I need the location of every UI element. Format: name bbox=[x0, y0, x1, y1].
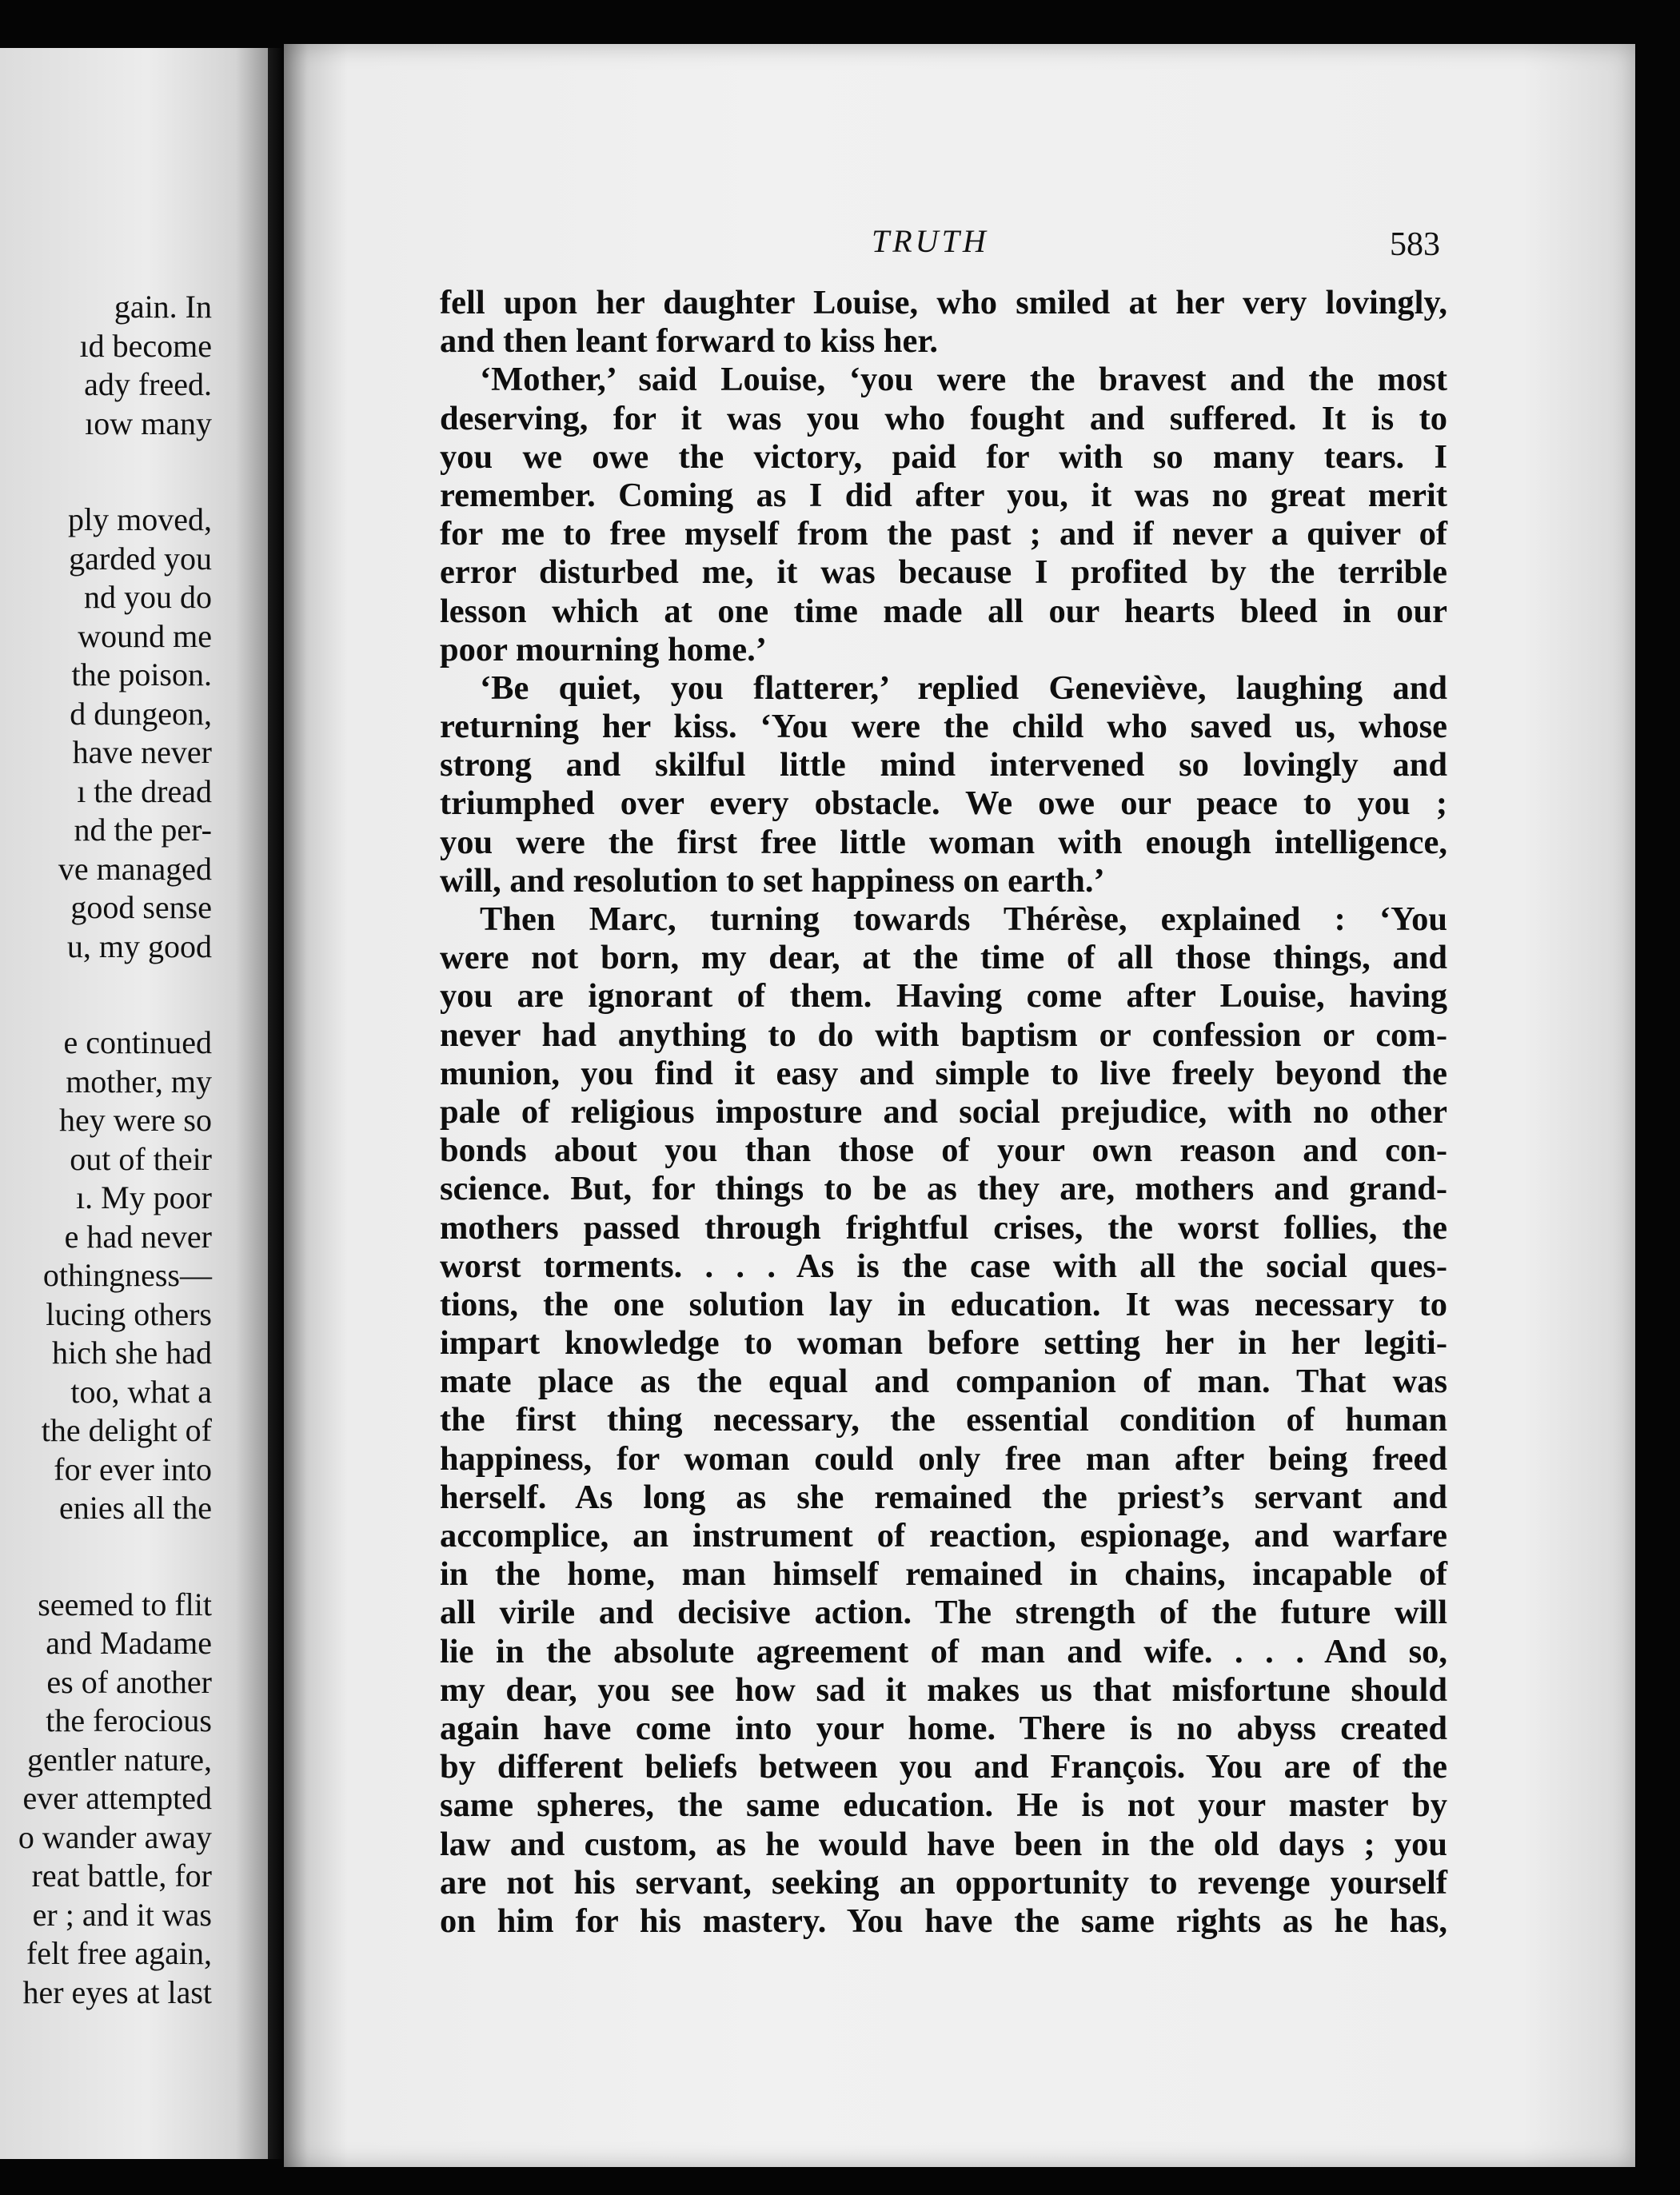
body-line: ‘Be quiet, you flatterer,’ replied Geneviève, laughing and bbox=[480, 668, 1447, 707]
body-line: impart knowledge to woman before setting her in her legiti- bbox=[440, 1324, 1447, 1363]
body-line: mothers passed through frightful crises, the worst follies, the bbox=[440, 1208, 1447, 1247]
body-line: returning her kiss. ‘You were the child who saved us, whose bbox=[440, 708, 1447, 746]
facing-page-line: enies all the bbox=[58, 1490, 212, 1526]
facing-page-line: es of another bbox=[46, 1663, 212, 1700]
body-line: deserving, for it was you who fought and suffered. It is to bbox=[440, 399, 1447, 437]
body-line: the first thing necessary, the essential condition of human bbox=[440, 1401, 1447, 1439]
facing-page-line: e continued bbox=[63, 1024, 212, 1060]
body-line: on him for his mastery. You have the same rights as he has, bbox=[440, 1902, 1447, 1940]
page-number: 583 bbox=[1390, 226, 1440, 263]
facing-page-line: hich she had bbox=[52, 1335, 212, 1371]
facing-page-line: lucing others bbox=[46, 1295, 212, 1332]
body-line: will, and resolution to set happiness on earth.’ bbox=[440, 861, 1105, 900]
facing-page-line: garded you bbox=[69, 540, 212, 577]
facing-page-line: reat battle, for bbox=[31, 1858, 212, 1894]
facing-page-line: er ; and it was bbox=[32, 1896, 212, 1933]
body-line: were not born, my dear, at the time of all those things, and bbox=[440, 939, 1447, 977]
body-line: again have come into your home. There is no abyss created bbox=[440, 1709, 1447, 1747]
body-line: herself. As long as she remained the priest’s servant and bbox=[440, 1478, 1447, 1516]
facing-page-line: her eyes at last bbox=[22, 1974, 212, 2010]
body-line: in the home, man himself remained in chains, incapable of bbox=[440, 1555, 1447, 1594]
facing-page-line: felt free again, bbox=[26, 1935, 212, 1971]
facing-page-line: othingness— bbox=[42, 1257, 212, 1293]
body-line: triumphed over every obstacle. We owe our peace to you ; bbox=[440, 784, 1447, 823]
body-line: error disturbed me, it was because I profited by the terrible bbox=[440, 553, 1447, 592]
body-text bbox=[440, 284, 1447, 1941]
paragraph-gap bbox=[0, 443, 212, 501]
body-line: are not his servant, seeking an opportunity to revenge yourself bbox=[440, 1863, 1447, 1902]
body-line: my dear, you see how sad it makes us that misfortune should bbox=[440, 1670, 1447, 1709]
body-line: remember. Coming as I did after you, it was no great merit bbox=[440, 476, 1447, 514]
facing-page-line: ply moved, bbox=[68, 501, 212, 537]
body-line: ‘Mother,’ said Louise, ‘you were the bravest and the most bbox=[480, 361, 1447, 399]
facing-page-line: ve managed bbox=[58, 850, 212, 887]
facing-page-line: the delight of bbox=[41, 1412, 212, 1448]
facing-page-line: have never bbox=[72, 734, 212, 770]
facing-page-line: gain. In bbox=[114, 289, 212, 325]
body-line: you were the first free little woman with enough intelligence, bbox=[440, 823, 1447, 861]
body-line: pale of religious imposture and social prejudice, with no other bbox=[440, 1092, 1447, 1131]
body-line: for me to free myself from the past ; and if never a quiver of bbox=[440, 515, 1447, 553]
facing-page-line: nd the per- bbox=[74, 812, 212, 848]
facing-page-line: and Madame bbox=[46, 1625, 212, 1661]
facing-page-line: ı. My poor bbox=[76, 1179, 212, 1215]
facing-page-line: ady freed. bbox=[84, 366, 212, 402]
facing-page-text bbox=[0, 288, 212, 2012]
body-line: poor mourning home.’ bbox=[440, 630, 767, 668]
body-line: by different beliefs between you and François. You are of the bbox=[440, 1748, 1447, 1786]
body-line: happiness, for woman could only free man after being freed bbox=[440, 1439, 1447, 1478]
body-line: tions, the one solution lay in education. It was necessary to bbox=[440, 1285, 1447, 1323]
facing-page-line: ıow many bbox=[85, 405, 212, 441]
facing-page-line: e had never bbox=[64, 1218, 212, 1255]
facing-page-line: o wander away bbox=[18, 1818, 212, 1855]
facing-page-line: the poison. bbox=[71, 657, 212, 692]
body-line: never had anything to do with baptism or confession or com- bbox=[440, 1016, 1447, 1054]
facing-page-line: u, my good bbox=[66, 928, 212, 964]
body-line: bonds about you than those of your own reason and con- bbox=[440, 1131, 1447, 1170]
facing-page-line: ever attempted bbox=[22, 1780, 212, 1816]
body-line: lesson which at one time made all our hearts bleed in our bbox=[440, 592, 1447, 630]
facing-page-line: mother, my bbox=[66, 1063, 212, 1099]
body-line: lie in the absolute agreement of man and wife. . . . And so, bbox=[440, 1632, 1447, 1670]
body-line: science. But, for things to be as they are, mothers and grand- bbox=[440, 1170, 1447, 1208]
facing-page-line: d dungeon, bbox=[70, 695, 212, 732]
facing-page-line: ıd become bbox=[79, 327, 212, 364]
body-line: accomplice, an instrument of reaction, espionage, and warfare bbox=[440, 1517, 1447, 1554]
facing-page-line: hey were so bbox=[58, 1102, 212, 1138]
body-line: you are ignorant of them. Having come after Louise, having bbox=[440, 977, 1447, 1016]
body-line: you we owe the victory, paid for with so many tears. I bbox=[440, 437, 1447, 476]
running-title: TRUTH bbox=[872, 223, 989, 259]
body-line: worst torments. . . . As is the case with all the social ques- bbox=[440, 1247, 1447, 1285]
facing-page-line: good sense bbox=[70, 889, 212, 925]
body-line: mate place as the equal and companion of man. That was bbox=[440, 1363, 1447, 1401]
facing-page-line: out of their bbox=[70, 1140, 212, 1177]
facing-page-line: gentler nature, bbox=[27, 1741, 212, 1778]
body-line: and then leant forward to kiss her. bbox=[440, 322, 938, 361]
body-line: strong and skilful little mind intervened so lovingly and bbox=[440, 746, 1447, 784]
body-line: munion, you find it easy and simple to live freely beyond the bbox=[440, 1054, 1447, 1092]
body-line: Then Marc, turning towards Thérèse, explained : ‘You bbox=[480, 900, 1447, 938]
facing-page-line: ı the dread bbox=[77, 772, 212, 809]
facing-page-left bbox=[0, 48, 268, 2159]
facing-page-line: wound me bbox=[78, 617, 212, 654]
facing-page-line: for ever into bbox=[54, 1451, 212, 1487]
facing-page-line: nd you do bbox=[84, 579, 212, 615]
paragraph-gap bbox=[0, 966, 212, 1024]
body-line: all virile and decisive action. The strength of the future will bbox=[440, 1594, 1447, 1632]
paragraph-gap bbox=[0, 1528, 212, 1586]
facing-page-line: seemed to flit bbox=[38, 1586, 212, 1622]
facing-page-line: the ferocious bbox=[46, 1702, 212, 1738]
facing-page-line: too, what a bbox=[70, 1373, 212, 1410]
body-line: same spheres, the same education. He is not your master by bbox=[440, 1786, 1447, 1825]
body-line: fell upon her daughter Louise, who smiled at her very lovingly, bbox=[440, 284, 1447, 321]
body-line: law and custom, as he would have been in the old days ; you bbox=[440, 1825, 1447, 1863]
